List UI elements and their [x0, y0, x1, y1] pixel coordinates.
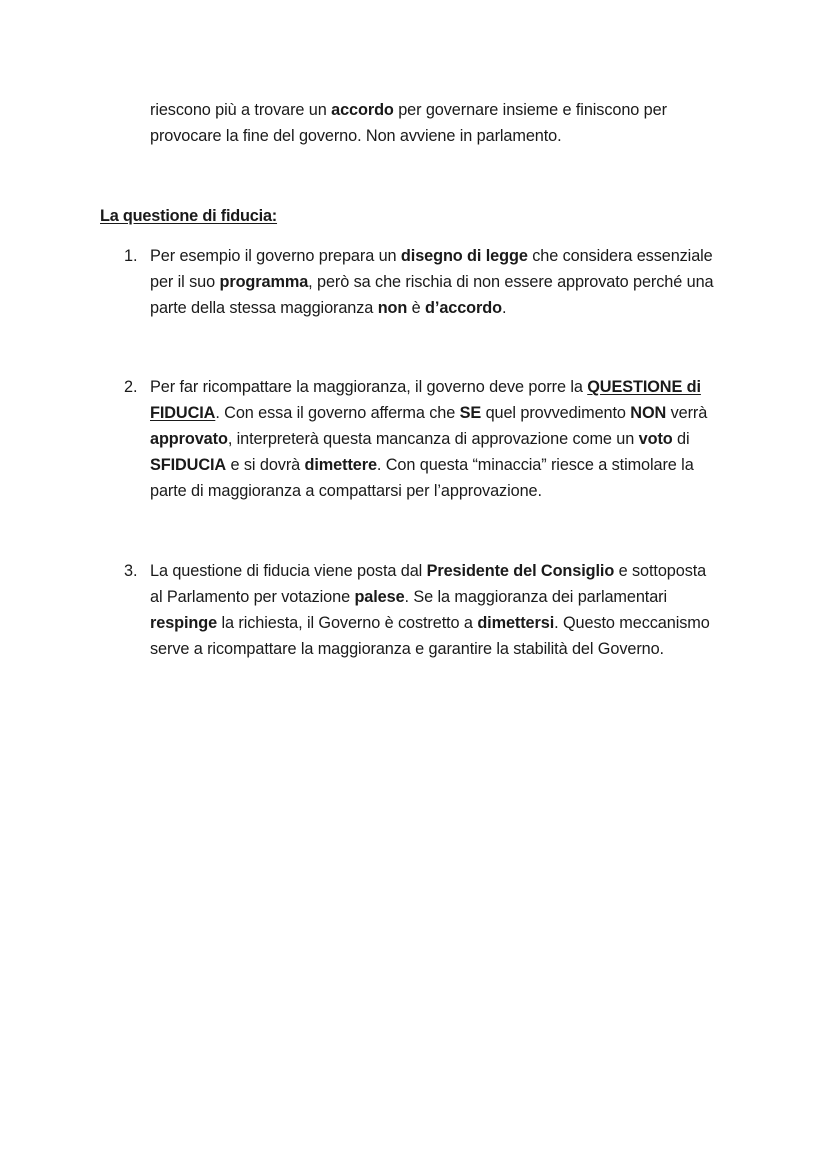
- list-item-text: [150, 558, 744, 662]
- text-run: .: [501, 299, 507, 317]
- bold-run: approvato: [150, 430, 228, 448]
- text-run: parte di maggioranza a compattarsi per l’approvazione.: [150, 482, 542, 500]
- bold-run: Presidente del Consiglio: [426, 562, 615, 580]
- text-run: al Parlamento per votazione: [150, 588, 355, 606]
- text-run: La questione di fiducia viene posta dal: [150, 562, 427, 580]
- bold-run: dimettersi: [477, 614, 555, 632]
- text-run: . Se la maggioranza dei parlamentari: [404, 588, 668, 606]
- list-item-text: [150, 243, 744, 321]
- text-run: quel provvedimento: [481, 404, 631, 422]
- text-run: per il suo: [150, 273, 220, 291]
- bold-run: voto: [638, 430, 673, 448]
- list-item: [124, 243, 744, 321]
- text-run: Per far ricompattare la maggioranza, il governo deve porre la: [150, 378, 588, 396]
- text-run: serve a ricompattare la maggioranza e garantire la stabilità del Governo.: [150, 640, 664, 658]
- text-run: che considera essenziale: [527, 247, 713, 265]
- text-run: . Con questa “minaccia” riesce a stimolare la: [376, 456, 694, 474]
- text-run: , interpreterà questa mancanza di approvazione come un: [227, 430, 639, 448]
- text-run: e si dovrà: [226, 456, 305, 474]
- bold-underlined-run: FIDUCIA: [150, 404, 216, 422]
- bold-run: non: [377, 299, 408, 317]
- bold-run: palese: [354, 588, 405, 606]
- list-item-text: [150, 374, 744, 504]
- bold-run: disegno di legge: [400, 247, 528, 265]
- bold-run: SFIDUCIA: [150, 456, 227, 474]
- text-run: verrà: [666, 404, 708, 422]
- list-item-number: 3.: [124, 562, 138, 580]
- bold-run: dimettere: [304, 456, 377, 474]
- bold-run: programma: [219, 273, 309, 291]
- intro-paragraph: [150, 97, 750, 149]
- text-run: la richiesta, il Governo è costretto a: [217, 614, 478, 632]
- text-run: parte della stessa maggioranza: [150, 299, 378, 317]
- section-heading: La questione di fiducia:: [100, 207, 278, 225]
- text-run: Per esempio il governo prepara un: [150, 247, 401, 265]
- bold-run: respinge: [150, 614, 218, 632]
- list-item-number: 1.: [124, 247, 138, 265]
- list-item-number: 2.: [124, 378, 138, 396]
- text-run: . Questo meccanismo: [554, 614, 710, 632]
- bold-underlined-run: QUESTIONE di: [587, 378, 701, 396]
- list-item: [124, 558, 744, 662]
- list-item: [124, 374, 744, 504]
- text-run: è: [407, 299, 426, 317]
- text-run: , però sa che rischia di non essere approvato perché una: [308, 273, 714, 291]
- intro-text: riescono più a trovare un: [150, 101, 332, 119]
- text-run: . Con essa il governo afferma che: [215, 404, 460, 422]
- text-run: di: [672, 430, 690, 448]
- bold-run: SE: [459, 404, 482, 422]
- text-run: e sottoposta: [614, 562, 707, 580]
- intro-bold-accordo: accordo: [331, 101, 394, 119]
- intro-text: per governare insieme e finiscono per: [393, 101, 667, 119]
- intro-text: provocare la fine del governo. Non avviene in parlamento.: [150, 127, 562, 145]
- bold-run: NON: [630, 404, 667, 422]
- bold-run: d’accordo: [425, 299, 502, 317]
